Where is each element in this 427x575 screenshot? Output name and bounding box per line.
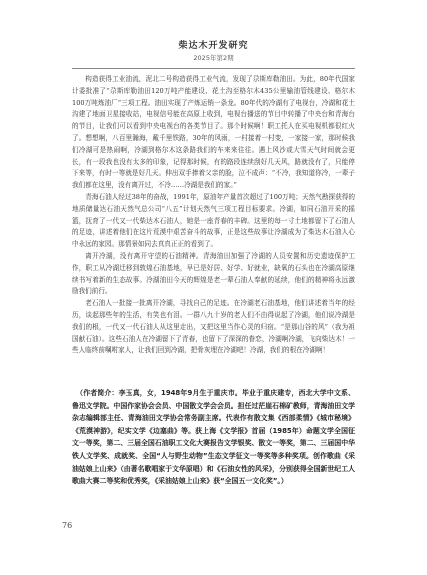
journal-header: [0, 38, 427, 62]
journal-title: 柴达木开发研究: [178, 41, 249, 51]
author-bio: （作者简介：李玉真，女，1948年9月生于重庆市。毕业于重庆建专，西北大学中文系、鲁迅文学院。中国作家协会会员、中国散文学会会员。担任过茫崖石棉矿教师，青海油田文学杂志编辑部主任、青海油田文学协会常务副主席。代表作有散文集《西部柔情》《城市秘境》《荒漠神游》，纪实文学《边塞曲》等。获上海《文学报》首届（1985年）命题文学全国征文一等奖，第二、三届全国石油职工文化大赛报告文学银奖、散文一等奖，第二、三届国中华铁人文学奖、成就奖、全国“人与野生动物”生态文学征文一等奖等多种奖项。创作歌曲《采油姑娘上山来》（由著名歌唱家于文华原唱）和《石油女性的风采》，分别获得全国新世纪工人歌曲大赛二等奖和优秀奖，《采油姑娘上山来》获“全国五一文化奖”。）: [72, 389, 355, 486]
article-body: [72, 74, 355, 357]
paragraph: 离开冷湖，没有离开守望的石油精神。青海油田加强了冷湖的人员安置和历史遗迹保护工作，职工从冷湖迁移到敦煌石油基地，早已是好居、好学、好就业，缺氧的石头也在冷湖高原继续书写着新的生态故事。冷湖油田今天的辉煌是老一辈石油人奉献的延续，他们的精神将永远激励我们前行。: [72, 251, 355, 296]
page-number: 76: [62, 521, 73, 530]
paragraph: 构造获得工业油流，泥北二号构造获得工业气流，发现了尕斯库勒油田。为此，80年代国家计委批准了“尕斯库勒油田120万吨产能建设、花土沟至格尔木435公里输油管线建设、格尔木100万吨炼油厂”三项工程。油田实现了产炼运销一条龙。80年代的冷湖有了电视台，冷湖和花土沟建了地面卫星接收站，电视信号能在高原上收到，电视台播送的节目中转播了中央台和青海台的节目，让我们可以看到中央电视台的各类节目了。那个时候啊！职工托人在买电视机都很红火了。想想啊，八百里瀚海，戴千里铁路，30年的风雨，一村接着一村变，一家接一家，那时候我们冷湖可是热闹啊，冷湖到格尔木这条路我们的车来来往往。遇上风沙或大雪天气时间就会更长，有一段我也没有太多的印象，记得那时候，有的路段连续刮好几天风，路就没有了，只能停下来等，有时一等就是好几天。伸出双手捧着父亲的脸，泣不成声：“不冷，我知道你冷，一辈子我们都在这里，没有离开过，不冷……冷湖是我们的家。”: [72, 75, 355, 190]
issue-number: 2025年第2期: [193, 54, 234, 62]
paragraph: 青海石油人经过38年的奋战，1991年，原油年产量首次超过了100万吨；天然气勘探获得的地质储量达石油天然气总公司“八五”计划天然气三项工程目标要求。冷湖，如同石油开采的摇篮，抚育了一代又一代柴达木石油人，她是一座青春的丰碑。这里的每一寸土地都留下了石油人的足迹，讲述着他们在这片荒漠中艰苦奋斗的故事，正是这些故事让冷湖成为了柴达木石油人心中永远的家园。那情景如同去真真正正的看到了。: [72, 192, 355, 249]
paragraph: 老石油人一批接一批离开冷湖，寻找自己的足迹。在冷湖老石油基地，他们讲述着当年的经历，谈起那些年的生活，有笑也有泪。一群八九十岁的老人们不由得说起了冷湖，他们说冷湖是我们的根，一代又一代石油人从这里走出，又把这里当作心灵的归宿。“是那山谷的风”（我为祖国献石油）。这些石油人在冷湖留下了青春，也留下了深深的眷恋，冷湖啊冷湖，飞向柴达木！一些人临终前嘱咐家人，让我们回到冷湖，把骨灰埋在冷湖吧！冷湖，我们的根在冷湖啊！: [72, 299, 355, 355]
header-divider: [72, 68, 355, 69]
